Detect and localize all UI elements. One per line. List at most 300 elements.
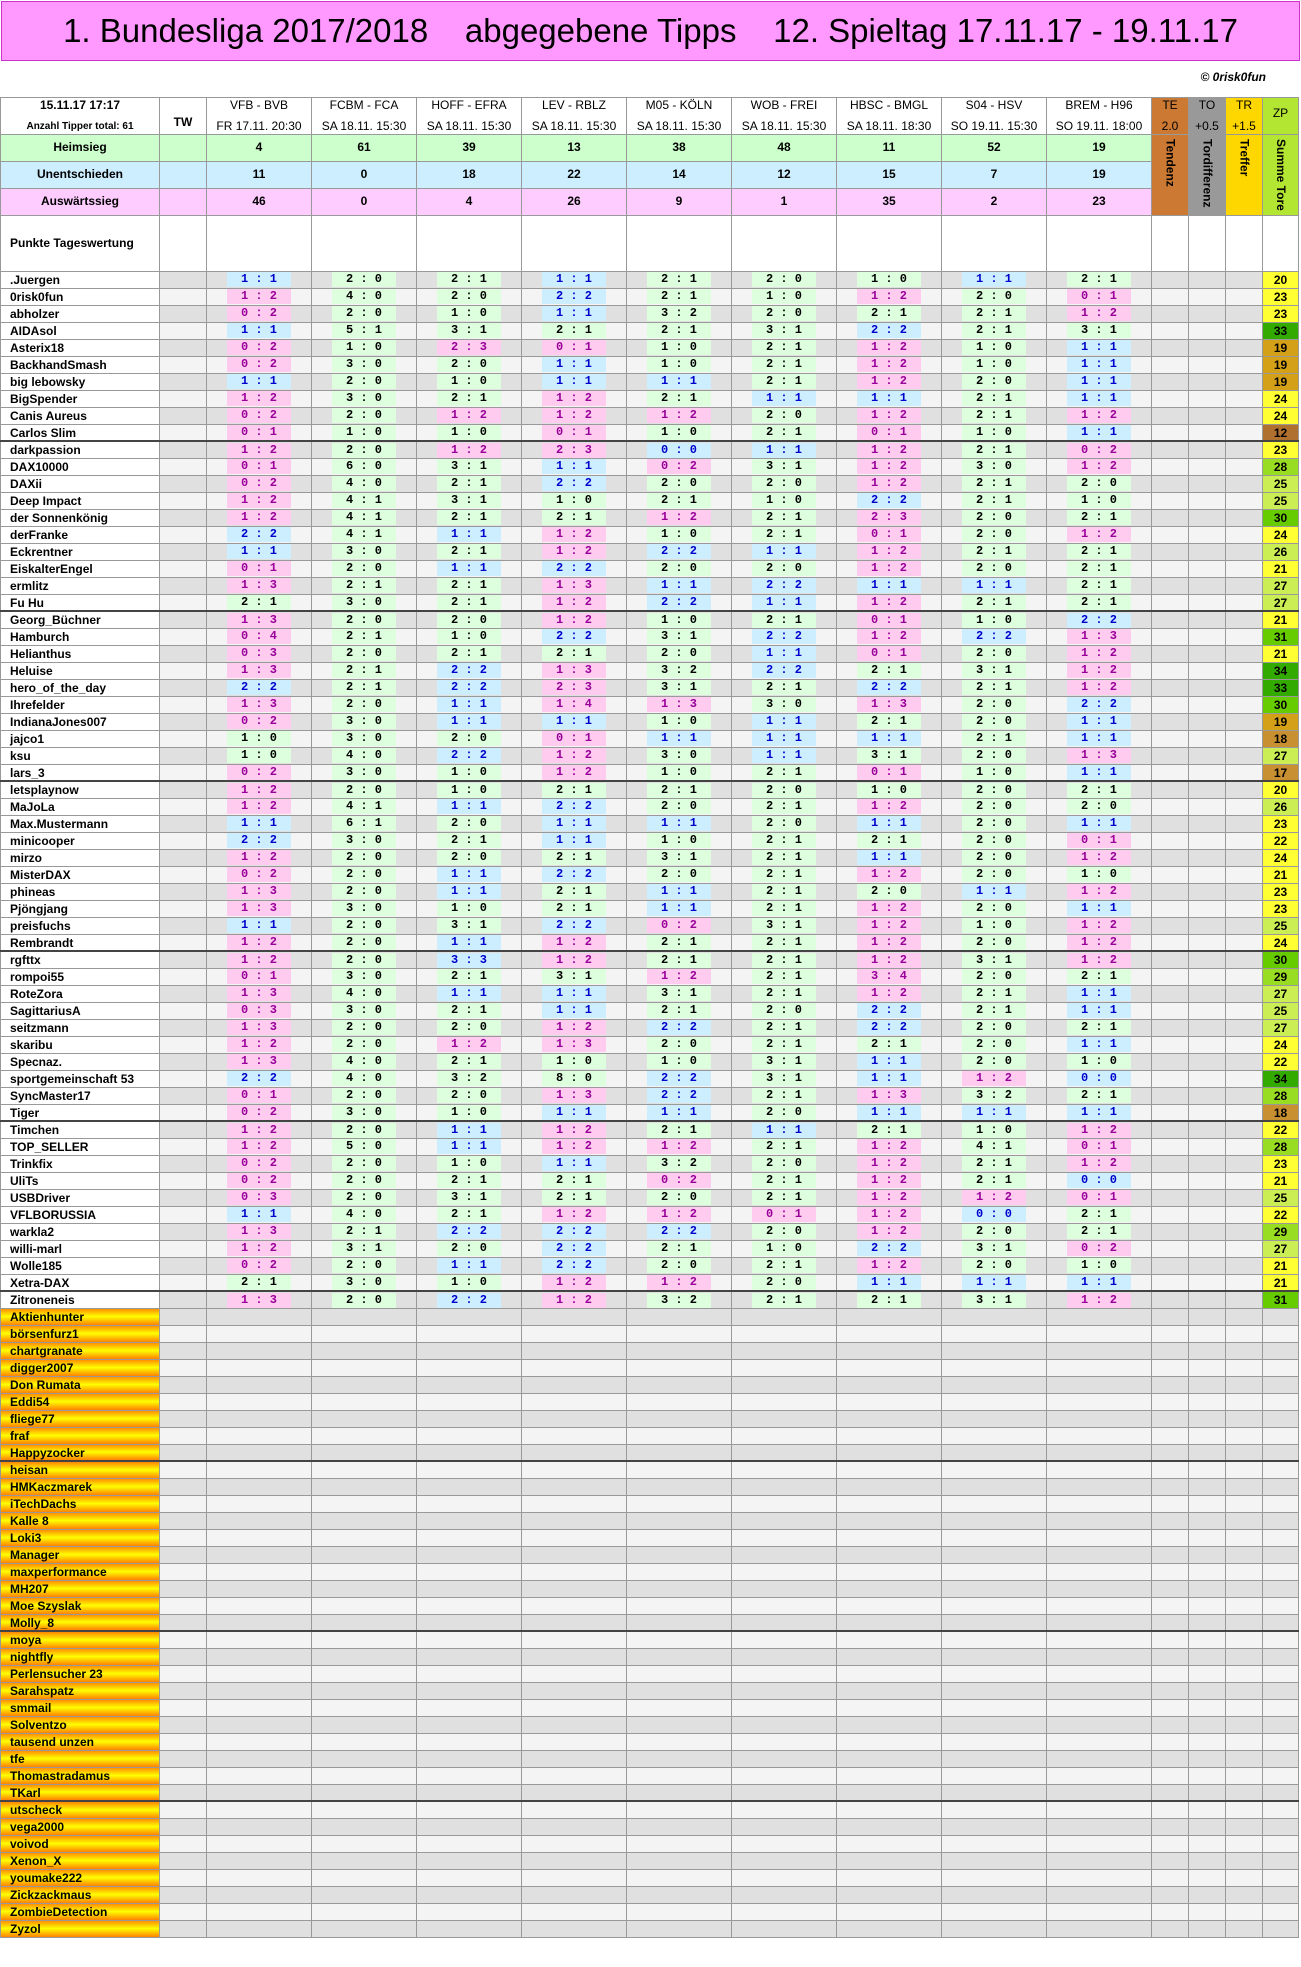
tip-value: 1 : 1 xyxy=(1067,714,1131,729)
tipper-name: Trinkfix xyxy=(1,1155,160,1172)
tip-cell xyxy=(627,611,732,628)
cell xyxy=(1226,1580,1263,1597)
stat-count: 22 xyxy=(522,161,627,188)
cell xyxy=(1152,424,1189,441)
tip-value: 2 : 1 xyxy=(752,425,816,440)
tip-cell xyxy=(312,696,417,713)
cell xyxy=(312,1580,417,1597)
cell xyxy=(1189,543,1226,560)
tip-value: 1 : 1 xyxy=(647,374,711,389)
cell xyxy=(837,1750,942,1767)
tip-value: 2 : 2 xyxy=(857,1241,921,1256)
cell xyxy=(627,1444,732,1461)
cell xyxy=(1189,1291,1226,1308)
tipper-name: DAXii xyxy=(1,475,160,492)
cell xyxy=(417,1716,522,1733)
tip-value: 1 : 2 xyxy=(1067,850,1131,865)
tip-value: 1 : 1 xyxy=(752,544,816,559)
tip-value: 1 : 2 xyxy=(857,1258,921,1273)
cell xyxy=(627,1410,732,1427)
cell xyxy=(312,1801,417,1818)
tip-value: 1 : 1 xyxy=(1067,986,1131,1001)
tip-value: 2 : 0 xyxy=(752,783,816,798)
tip-cell xyxy=(207,1070,312,1087)
tip-cell xyxy=(732,560,837,577)
tip-cell xyxy=(417,543,522,560)
non-tipper-row xyxy=(1,1597,1299,1614)
cell xyxy=(732,1342,837,1359)
tip-value: 2 : 2 xyxy=(542,1258,606,1273)
tipper-name: ermlitz xyxy=(1,577,160,594)
cell xyxy=(312,1444,417,1461)
cell xyxy=(207,1767,312,1784)
tip-value: 2 : 1 xyxy=(647,935,711,950)
cell xyxy=(1226,815,1263,832)
non-tipper-name: vega2000 xyxy=(1,1818,160,1835)
cell xyxy=(417,1461,522,1478)
tip-cell xyxy=(837,356,942,373)
tip-value: 1 : 0 xyxy=(437,1275,501,1290)
cell xyxy=(207,1920,312,1937)
tip-cell xyxy=(1047,1291,1152,1308)
cell xyxy=(942,1682,1047,1699)
tip-cell xyxy=(837,730,942,747)
tip-value: 1 : 1 xyxy=(752,595,816,610)
tip-cell xyxy=(417,1019,522,1036)
cell xyxy=(160,1223,207,1240)
tip-value: 1 : 2 xyxy=(227,1123,291,1138)
tipper-name: TOP_SELLER xyxy=(1,1138,160,1155)
tip-value: 2 : 0 xyxy=(962,1020,1026,1035)
cell xyxy=(1263,1682,1299,1699)
cell xyxy=(1152,339,1189,356)
tip-cell xyxy=(942,781,1047,798)
tip-value: 4 : 0 xyxy=(332,1207,396,1222)
tipper-row xyxy=(1,764,1299,781)
tip-value: 0 : 1 xyxy=(542,731,606,746)
tip-cell xyxy=(627,781,732,798)
cell xyxy=(312,1308,417,1325)
tip-value: 2 : 0 xyxy=(962,935,1026,950)
cell xyxy=(160,1172,207,1189)
stat-count: 48 xyxy=(732,135,837,162)
tip-value: 1 : 0 xyxy=(962,765,1026,780)
tip-value: 1 : 1 xyxy=(857,1054,921,1069)
cell xyxy=(1152,917,1189,934)
cell xyxy=(207,1529,312,1546)
cell xyxy=(837,1835,942,1852)
cell xyxy=(1047,1767,1152,1784)
tip-value: 2 : 0 xyxy=(437,1020,501,1035)
tip-value: 1 : 3 xyxy=(227,1020,291,1035)
tip-cell xyxy=(732,968,837,985)
tip-value: 1 : 2 xyxy=(647,510,711,525)
tip-value: 1 : 2 xyxy=(647,969,711,984)
tip-cell xyxy=(522,764,627,781)
non-tipper-name: tausend unzen xyxy=(1,1733,160,1750)
tip-cell xyxy=(522,713,627,730)
cell xyxy=(1152,458,1189,475)
side-label: Summe Tore xyxy=(1274,139,1288,211)
cell xyxy=(627,1342,732,1359)
tip-value: 2 : 1 xyxy=(752,867,816,882)
cell xyxy=(160,1818,207,1835)
tip-cell xyxy=(1047,781,1152,798)
stat-count: 2 xyxy=(942,188,1047,215)
tipper-row xyxy=(1,594,1299,611)
cell xyxy=(522,1852,627,1869)
tip-value: 3 : 1 xyxy=(437,918,501,933)
tip-cell xyxy=(312,815,417,832)
tip-value: 2 : 0 xyxy=(962,867,1026,882)
cell xyxy=(1263,1376,1299,1393)
tip-value: 2 : 1 xyxy=(437,272,501,287)
stat-count: 0 xyxy=(312,161,417,188)
tip-cell xyxy=(417,441,522,458)
cell xyxy=(1226,1274,1263,1291)
tip-value: 0 : 2 xyxy=(647,1173,711,1188)
tip-value: 2 : 2 xyxy=(857,1020,921,1035)
tip-cell xyxy=(312,934,417,951)
match-time: SO 19.11. 15:30 xyxy=(950,119,1038,133)
cell xyxy=(1226,1614,1263,1631)
tip-value: 2 : 1 xyxy=(857,1123,921,1138)
cell xyxy=(417,1546,522,1563)
tip-value: 2 : 2 xyxy=(437,748,501,763)
tip-value: 3 : 1 xyxy=(437,1190,501,1205)
tip-cell xyxy=(837,1104,942,1121)
cell xyxy=(1152,1359,1189,1376)
tip-cell xyxy=(942,866,1047,883)
cell xyxy=(160,645,207,662)
tip-cell xyxy=(942,543,1047,560)
cell xyxy=(627,1750,732,1767)
cell xyxy=(1226,798,1263,815)
cell xyxy=(1189,917,1226,934)
cell xyxy=(160,1920,207,1937)
tipper-row xyxy=(1,1274,1299,1291)
tip-cell xyxy=(312,271,417,288)
tipper-row xyxy=(1,356,1299,373)
zp-score: 22 xyxy=(1263,1206,1299,1223)
tip-cell xyxy=(942,390,1047,407)
tip-cell xyxy=(627,424,732,441)
tip-cell xyxy=(627,390,732,407)
cell xyxy=(942,1461,1047,1478)
zp-score: 24 xyxy=(1263,849,1299,866)
cell xyxy=(1226,1444,1263,1461)
non-tipper-row xyxy=(1,1852,1299,1869)
tipper-row xyxy=(1,1206,1299,1223)
cell xyxy=(160,1580,207,1597)
tip-cell xyxy=(207,390,312,407)
cell xyxy=(1152,373,1189,390)
cell xyxy=(1189,1359,1226,1376)
cell xyxy=(1263,1410,1299,1427)
tip-value: 1 : 2 xyxy=(647,1139,711,1154)
tip-value: 3 : 1 xyxy=(857,748,921,763)
tip-cell xyxy=(417,985,522,1002)
tip-value: 1 : 1 xyxy=(437,1139,501,1154)
tip-cell xyxy=(732,373,837,390)
cell xyxy=(1152,407,1189,424)
tip-cell xyxy=(837,764,942,781)
cell xyxy=(837,1716,942,1733)
non-tipper-row xyxy=(1,1886,1299,1903)
cell xyxy=(1189,1716,1226,1733)
tip-cell xyxy=(522,1291,627,1308)
tip-value: 1 : 2 xyxy=(1067,306,1131,321)
tip-value: 0 : 3 xyxy=(227,1003,291,1018)
tip-cell xyxy=(837,543,942,560)
tip-value: 3 : 1 xyxy=(962,1241,1026,1256)
cell xyxy=(1152,798,1189,815)
cell xyxy=(1152,441,1189,458)
tip-cell xyxy=(732,1291,837,1308)
tip-value: 2 : 0 xyxy=(962,850,1026,865)
tip-cell xyxy=(522,1019,627,1036)
tip-cell xyxy=(627,1053,732,1070)
tip-cell xyxy=(837,713,942,730)
tipper-row xyxy=(1,1189,1299,1206)
cell xyxy=(1047,1699,1152,1716)
cell xyxy=(1263,1631,1299,1648)
tip-value: 2 : 1 xyxy=(1067,1224,1131,1239)
cell xyxy=(417,1308,522,1325)
cell xyxy=(1152,764,1189,781)
cell xyxy=(1226,866,1263,883)
cell xyxy=(1226,1495,1263,1512)
cell xyxy=(1263,1767,1299,1784)
cell xyxy=(312,1716,417,1733)
tip-value: 2 : 2 xyxy=(1067,697,1131,712)
tip-value: 2 : 0 xyxy=(332,408,396,423)
cell xyxy=(1189,1087,1226,1104)
tip-cell xyxy=(417,560,522,577)
tip-value: 2 : 2 xyxy=(857,323,921,338)
cell xyxy=(942,1495,1047,1512)
stat-count: 19 xyxy=(1047,135,1152,162)
cell xyxy=(312,1529,417,1546)
cell xyxy=(1047,1478,1152,1495)
tip-value: 1 : 2 xyxy=(1067,527,1131,542)
tip-value: 1 : 0 xyxy=(437,1105,501,1120)
cell xyxy=(942,1665,1047,1682)
tip-cell xyxy=(942,645,1047,662)
cell xyxy=(160,781,207,798)
cell xyxy=(417,215,522,271)
tip-value: 2 : 0 xyxy=(332,646,396,661)
tip-cell xyxy=(627,1002,732,1019)
tip-cell xyxy=(837,560,942,577)
tip-value: 1 : 2 xyxy=(857,544,921,559)
cell xyxy=(1152,951,1189,968)
tipper-row xyxy=(1,866,1299,883)
cell xyxy=(207,215,312,271)
cell xyxy=(160,1699,207,1716)
tip-value: 2 : 2 xyxy=(227,833,291,848)
cell xyxy=(417,1648,522,1665)
cell xyxy=(1047,1444,1152,1461)
tip-value: 0 : 2 xyxy=(1067,443,1131,458)
tip-value: 3 : 0 xyxy=(332,391,396,406)
tip-cell xyxy=(417,492,522,509)
cell xyxy=(160,1886,207,1903)
cell xyxy=(160,594,207,611)
tip-cell xyxy=(417,322,522,339)
tip-cell xyxy=(732,798,837,815)
cell xyxy=(160,188,207,215)
tipper-name: Ihrefelder xyxy=(1,696,160,713)
tip-value: 0 : 1 xyxy=(857,613,921,628)
tip-value: 2 : 1 xyxy=(332,629,396,644)
tipper-name: Pjöngjang xyxy=(1,900,160,917)
cell xyxy=(1047,1886,1152,1903)
tip-cell xyxy=(522,526,627,543)
cell xyxy=(942,1699,1047,1716)
tip-value: 1 : 2 xyxy=(542,595,606,610)
tip-value: 1 : 2 xyxy=(227,783,291,798)
tip-cell xyxy=(942,288,1047,305)
zp-score: 12 xyxy=(1263,424,1299,441)
cell xyxy=(1189,1886,1226,1903)
cell xyxy=(1226,764,1263,781)
tip-value: 3 : 2 xyxy=(647,1293,711,1308)
tip-value: 2 : 0 xyxy=(647,476,711,491)
non-tipper-name: tfe xyxy=(1,1750,160,1767)
tip-value: 1 : 2 xyxy=(1067,680,1131,695)
non-tipper-row xyxy=(1,1869,1299,1886)
tip-cell xyxy=(417,1172,522,1189)
non-tipper-row xyxy=(1,1427,1299,1444)
tip-value: 2 : 0 xyxy=(962,646,1026,661)
cell xyxy=(1226,1104,1263,1121)
cell xyxy=(160,458,207,475)
tip-cell xyxy=(207,322,312,339)
tip-value: 2 : 1 xyxy=(542,884,606,899)
tips-table xyxy=(0,97,1299,1938)
tip-cell xyxy=(1047,645,1152,662)
tip-value: 1 : 1 xyxy=(227,1207,291,1222)
tip-value: 1 : 1 xyxy=(857,850,921,865)
tip-value: 2 : 1 xyxy=(542,901,606,916)
cell xyxy=(1047,1903,1152,1920)
tip-cell xyxy=(312,1257,417,1274)
non-tipper-name: börsenfurz1 xyxy=(1,1325,160,1342)
tip-cell xyxy=(627,849,732,866)
tip-cell xyxy=(942,322,1047,339)
cell xyxy=(1226,288,1263,305)
tip-cell xyxy=(417,798,522,815)
tip-value: 1 : 2 xyxy=(1067,646,1131,661)
tip-cell xyxy=(627,832,732,849)
tip-cell xyxy=(522,390,627,407)
tip-cell xyxy=(417,951,522,968)
tip-value: 1 : 1 xyxy=(1067,731,1131,746)
tip-cell xyxy=(207,509,312,526)
tip-value: 2 : 0 xyxy=(752,1275,816,1290)
tip-value: 2 : 1 xyxy=(647,953,711,968)
tipper-name: MisterDAX xyxy=(1,866,160,883)
tip-value: 0 : 0 xyxy=(1067,1173,1131,1188)
tip-cell xyxy=(942,883,1047,900)
cell xyxy=(1226,1087,1263,1104)
tip-cell xyxy=(732,526,837,543)
cell xyxy=(1152,1036,1189,1053)
tip-value: 2 : 1 xyxy=(437,646,501,661)
tip-cell xyxy=(942,1223,1047,1240)
cell xyxy=(417,1563,522,1580)
tip-cell xyxy=(207,1291,312,1308)
tip-cell xyxy=(732,492,837,509)
tip-cell xyxy=(732,1070,837,1087)
tip-cell xyxy=(207,985,312,1002)
cell xyxy=(312,1563,417,1580)
cell xyxy=(1226,1393,1263,1410)
cell xyxy=(1226,679,1263,696)
tip-value: 1 : 3 xyxy=(227,1224,291,1239)
cell xyxy=(1226,1597,1263,1614)
tip-value: 2 : 2 xyxy=(752,663,816,678)
tip-cell xyxy=(942,951,1047,968)
tip-value: 4 : 0 xyxy=(332,986,396,1001)
tip-value: 1 : 1 xyxy=(542,1003,606,1018)
cell xyxy=(1263,1478,1299,1495)
tip-cell xyxy=(1047,832,1152,849)
cell xyxy=(1226,1155,1263,1172)
tipper-name: Georg_Büchner xyxy=(1,611,160,628)
cell xyxy=(1152,985,1189,1002)
tip-cell xyxy=(837,288,942,305)
cell xyxy=(1152,1716,1189,1733)
cell xyxy=(1152,1733,1189,1750)
non-tipper-name: Xenon_X xyxy=(1,1852,160,1869)
tip-value: 1 : 0 xyxy=(647,340,711,355)
tip-value: 2 : 1 xyxy=(647,272,711,287)
match-teams: HOFF - EFRA xyxy=(431,98,507,112)
cell xyxy=(417,1529,522,1546)
tip-cell xyxy=(732,1172,837,1189)
non-tipper-name: Thomastradamus xyxy=(1,1767,160,1784)
zp-score: 23 xyxy=(1263,815,1299,832)
tip-cell xyxy=(417,1104,522,1121)
tip-value: 0 : 1 xyxy=(542,340,606,355)
cell xyxy=(1152,1648,1189,1665)
tip-value: 0 : 1 xyxy=(227,1088,291,1103)
cell xyxy=(732,1410,837,1427)
tip-value: 2 : 1 xyxy=(542,1173,606,1188)
tip-cell xyxy=(1047,798,1152,815)
side-code: ZP xyxy=(1272,105,1289,120)
tip-cell xyxy=(627,441,732,458)
tip-cell xyxy=(837,815,942,832)
cell xyxy=(160,1682,207,1699)
cell xyxy=(417,1699,522,1716)
tip-value: 1 : 1 xyxy=(647,816,711,831)
cell xyxy=(522,1648,627,1665)
tip-cell xyxy=(627,407,732,424)
non-tipper-row xyxy=(1,1818,1299,1835)
tip-value: 1 : 1 xyxy=(1067,1105,1131,1120)
tipper-row xyxy=(1,713,1299,730)
tip-value: 2 : 1 xyxy=(857,306,921,321)
tip-value: 2 : 1 xyxy=(542,850,606,865)
tip-value: 1 : 1 xyxy=(437,1123,501,1138)
cell xyxy=(207,1750,312,1767)
cell xyxy=(627,1869,732,1886)
cell xyxy=(522,1716,627,1733)
tipper-row xyxy=(1,458,1299,475)
